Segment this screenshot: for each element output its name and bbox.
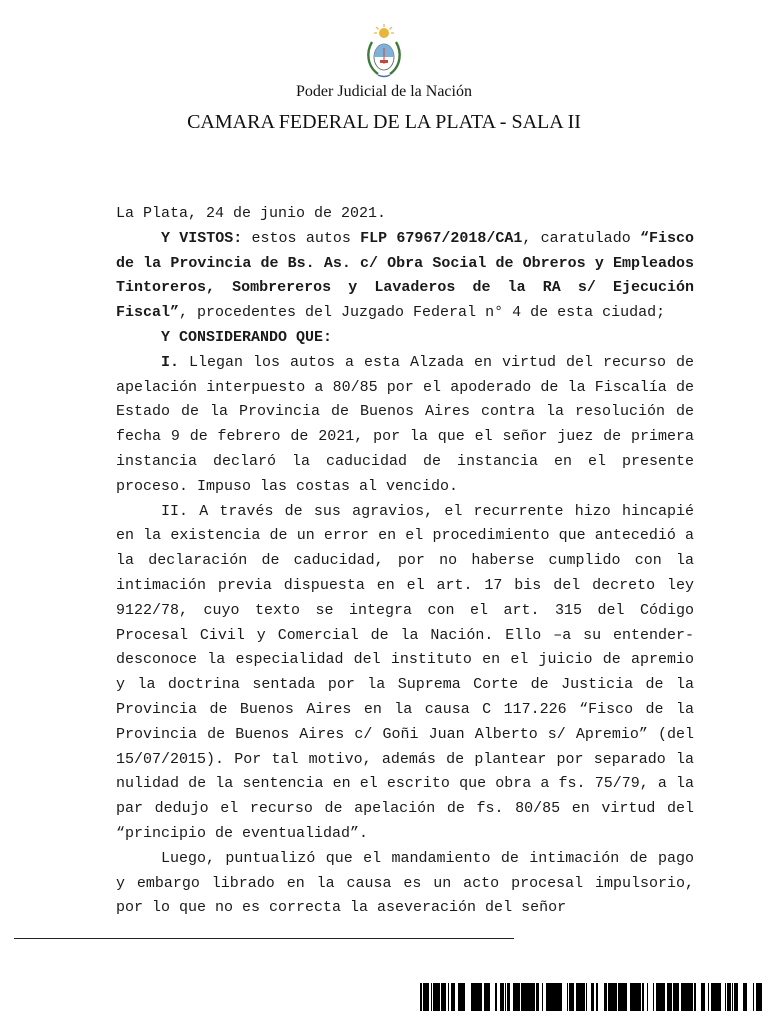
footnote-separator bbox=[14, 938, 514, 939]
paragraph-i-text: Llegan los autos a esta Alzada en virtud del recurso de apelación interpuesto a 80/85 por el apoderado de la Fiscalía de Estado de la Provincia de Buenos Aires contra la resolución de fecha 9 de febrero de 2021, por la que el señor juez de primera instancia declaró la caducidad de instancia en el presente proceso. Impuso las costas al vencido. bbox=[116, 353, 694, 495]
document-barcode bbox=[419, 983, 764, 1011]
case-title: “Fisco de la Provincia de Bs. As. c/ Obra Social de Obreros y Empleados Tintoreros, Sombrereros y Lavaderos de la RA s/ Ejecución Fiscal” bbox=[116, 229, 694, 322]
paragraph-luego: Luego, puntualizó que el mandamiento de intimación de pago y embargo librado en la causa es un acto procesal impulsorio, por lo que no es correcta la aseveración del señor bbox=[116, 849, 694, 917]
sun-icon bbox=[374, 24, 394, 38]
institution-header: Poder Judicial de la Nación bbox=[296, 83, 472, 100]
vistos-text-3: , procedentes del Juzgado Federal n° 4 de esta ciudad; bbox=[179, 304, 666, 322]
vistos-label: Y VISTOS: bbox=[161, 229, 243, 247]
considering-heading: Y CONSIDERANDO QUE: bbox=[161, 328, 333, 346]
vistos-paragraph bbox=[116, 227, 694, 326]
paragraph-i-number: I. bbox=[161, 353, 180, 371]
vistos-text-2: , caratulado bbox=[522, 229, 640, 247]
vistos-text-1: estos autos bbox=[242, 229, 361, 247]
paragraph-ii: II. A través de sus agravios, el recurrente hizo hincapié en la existencia de un error en el procedimiento que antecedió a la declaración de caducidad, por no haberse cumplido con la intimación previa dispuesta en el art. 17 bis del decreto ley 9122/78, cuyo texto se integra con el art. 315 del Código Procesal Civil y Comercial de la Nación. Ello –a su entender- desconoce la especialidad del instituto en el juicio de apremio y la doctrina sentada por la Suprema Corte de Justicia de la Provincia de Buenos Aires en la causa C 117.226 “Fisco de la Provincia de Buenos Aires c/ Goñi Juan Alberto s/ Apremio” (del 15/07/2015). Por tal motivo, además de plantear por separado la nulidad de la sentencia en el escrito que obra a fs. 75/79, a la par dedujo el recurso de apelación de fs. 80/85 en virtud del “principio de eventualidad”. bbox=[116, 502, 694, 842]
court-header: CAMARA FEDERAL DE LA PLATA - SALA II bbox=[187, 111, 581, 133]
oval-shield-icon bbox=[374, 44, 394, 70]
resolution-body bbox=[116, 202, 694, 921]
date-line: La Plata, 24 de junio de 2021. bbox=[116, 205, 387, 222]
paragraph-i bbox=[116, 351, 694, 500]
argentine-coat-of-arms-seal bbox=[362, 24, 406, 80]
case-number: FLP 67967/2018/CA1 bbox=[360, 229, 523, 247]
